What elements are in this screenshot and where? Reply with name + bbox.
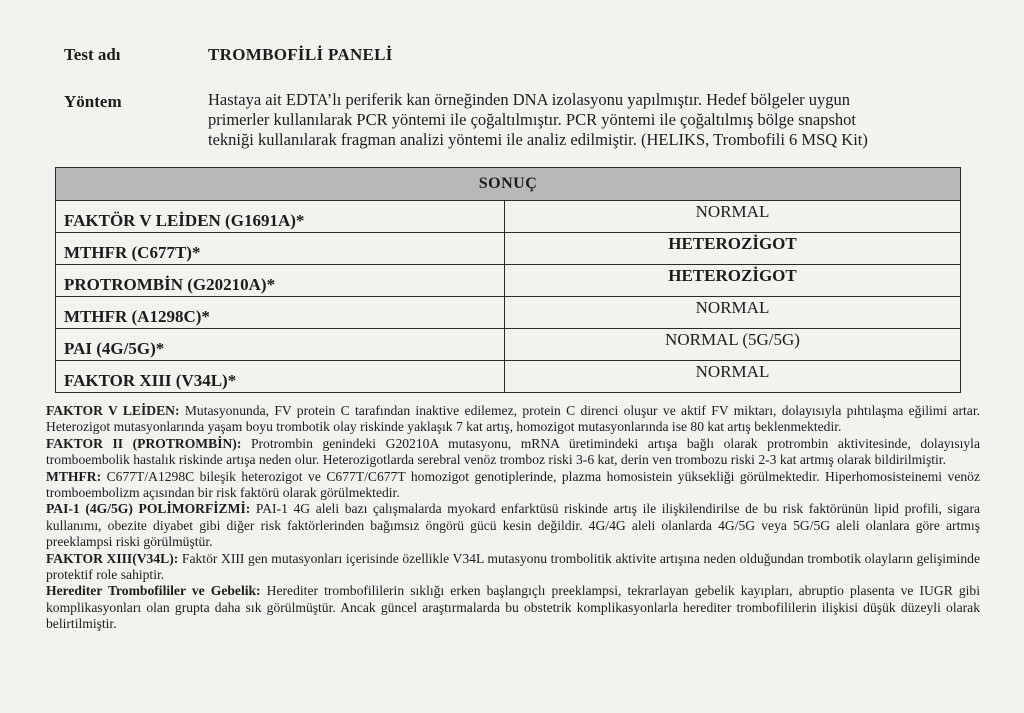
explanatory-notes [46, 403, 980, 633]
test-item-name: PROTROMBİN (G20210A)* [56, 265, 505, 297]
test-item-name: FAKTOR XIII (V34L)* [56, 361, 505, 393]
result-table [55, 167, 961, 393]
note-title: FAKTOR XIII(V34L): [46, 550, 179, 566]
note-paragraph [46, 469, 980, 502]
note-text: Protrombin genindeki G20210A mutasyonu, mRNA üretimindeki artışa bağlı olarak protrombin aktivitesinde, dolayısıyla tromboembolik hastalık riskinde artışa neden olur. Heterozigotlarda serebral venöz tromboz riski 3-6 kat, derin ven trombozu riski 2-3 kat artmış olarak bildirilmiştir. [46, 435, 980, 468]
method-label: Yöntem [64, 92, 122, 111]
test-label: Test adı [64, 45, 121, 64]
note-title: MTHFR: [46, 468, 102, 484]
test-item-result: NORMAL [505, 297, 961, 329]
note-title: FAKTOR II (PROTROMBİN): [46, 435, 242, 451]
method-line: tekniği kullanılarak fragman analizi yöntemi ile analiz edilmiştir. (HELIKS, Trombofili 6 MSQ Kit) [208, 130, 868, 149]
test-item-name: MTHFR (A1298C)* [56, 297, 505, 329]
test-item-result: NORMAL [505, 201, 961, 233]
note-paragraph [46, 501, 980, 550]
test-item-name: FAKTÖR V LEİDEN (G1691A)* [56, 201, 505, 233]
test-item-name: PAI (4G/5G)* [56, 329, 505, 361]
note-paragraph [46, 403, 980, 436]
note-text: Herediter trombofililerin sıklığı erken başlangıçlı preeklampsi, tekrarlayan gebelik kayıpları, abruptio plasenta ve IUGR gibi komplikasyonları olan grupta daha sık görülmüştür. Ancak güncel araştırmalarda bu obstetrik komplikasyonlarla herediter trombofililerin ilişkisi düşük düzeyli olarak belirtilmiştir. [46, 583, 980, 632]
note-text: Mutasyonunda, FV protein C tarafından inaktive edilemez, protein C direnci oluşur ve aktif FV miktarı, dolayısıyla pıhtılaşma eğilimi artar. Heterozigot mutasyonlarında yaşam boyu trombotik olay riskinde yaklaşık 7 kat artış, homozigot mutasyonlarında ise 80 kat artış beklenmektedir. [46, 403, 981, 435]
table-row [56, 265, 961, 297]
method-description [208, 90, 868, 150]
test-item-name: MTHFR (C677T)* [56, 233, 505, 265]
test-name: TROMBOFİLİ PANELİ [208, 45, 393, 64]
test-item-result: HETEROZİGOT [505, 265, 961, 297]
note-text: Faktör XIII gen mutasyonları içerisinde özellikle V34L mutasyonu trombolitik aktivite artışına neden olduğundan trombotik olayların gelişiminde protektif role sahiptir. [46, 550, 981, 583]
test-item-result: NORMAL [505, 361, 961, 393]
note-paragraph [46, 436, 980, 469]
table-row [56, 329, 961, 361]
test-item-result: HETEROZİGOT [505, 233, 961, 265]
table-row [56, 297, 961, 329]
result-table-header: SONUÇ [56, 168, 961, 201]
table-row [56, 201, 961, 233]
note-title: Herediter Trombofililer ve Gebelik: [46, 583, 261, 599]
test-item-result: NORMAL (5G/5G) [505, 329, 961, 361]
method-line: primerler kullanılarak PCR yöntemi ile çoğaltılmıştır. PCR yöntemi ile çoğaltılmış bölge snapshot [208, 110, 857, 129]
note-text: C677T/A1298C bileşik heterozigot ve C677T/C677T homozigot genotiplerinde, plazma homosistein yüksekliği görülmektedir. Hiperhomosisteinemi venöz tromboembolizm açısından bir risk faktörü olarak görülmektedir. [46, 468, 980, 501]
note-title: FAKTOR V LEİDEN: [46, 403, 180, 418]
note-paragraph [46, 551, 980, 584]
note-text: PAI-1 4G aleli bazı çalışmalarda myokard enfarktüsü riskinde artış ile ilişkilendirilse de bu risk faktörünün lipid profili, sigara kullanımı, obezite diyabet gibi diğer risk faktörlerinden bağımsız öngörü gücü kesin değildir. 4G/4G aleli olanlarda 4G/5G veya 5G/5G aleli olanlara göre artmış preeklampsi riski görülmüştür. [46, 501, 981, 550]
table-row [56, 361, 961, 393]
method-line: Hastaya ait EDTA’lı periferik kan örneğinden DNA izolasyonu yapılmıştır. Hedef bölgeler uygun [208, 90, 851, 109]
note-paragraph [46, 583, 980, 632]
table-row [56, 233, 961, 265]
note-title: PAI-1 (4G/5G) POLİMORFİZMİ: [46, 501, 251, 517]
